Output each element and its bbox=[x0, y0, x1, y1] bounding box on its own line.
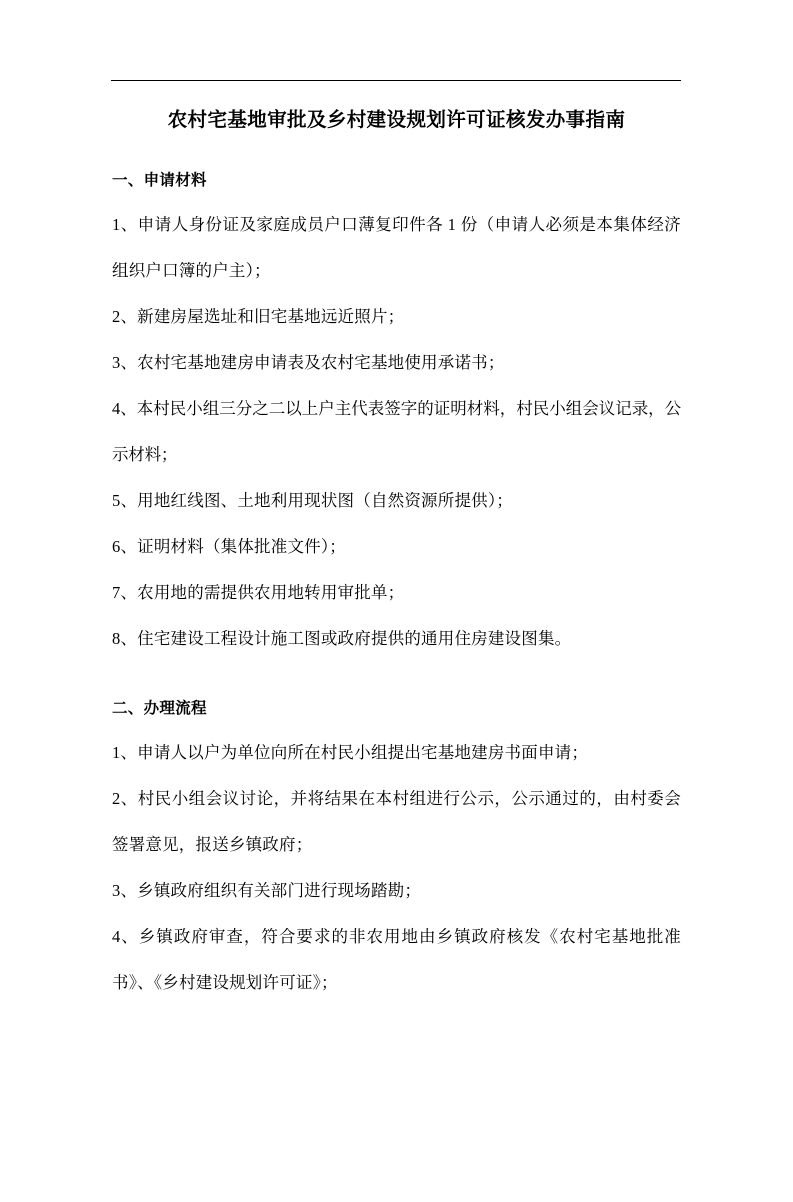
paragraph: 8、住宅建设工程设计施工图或政府提供的通用住房建设图集。 bbox=[112, 629, 572, 649]
paragraph: 1、申请人以户为单位向所在村民小组提出宅基地建房书面申请； bbox=[112, 743, 589, 763]
paragraph: 5、用地红线图、土地利用现状图（自然资源所提供）； bbox=[112, 491, 513, 511]
paragraph: 3、农村宅基地建房申请表及农村宅基地使用承诺书； bbox=[112, 353, 505, 373]
page-title: 农村宅基地审批及乡村建设规划许可证核发办事指南 bbox=[167, 109, 626, 131]
paragraph: 1、申请人身份证及家庭成员户口薄复印件各 1 份（申请人必须是本集体经济组织户口簿的户主）； bbox=[112, 215, 681, 281]
paragraph: 4、乡镇政府审查，符合要求的非农用地由乡镇政府核发《农村宅基地批准书》、《乡村建设规划许可证》； bbox=[112, 927, 681, 993]
header-divider bbox=[111, 80, 681, 81]
document-page bbox=[0, 80, 793, 1202]
paragraph: 3、乡镇政府组织有关部门进行现场踏勘； bbox=[112, 881, 422, 901]
paragraph: 4、本村民小组三分之二以上户主代表签字的证明材料，村民小组会议记录，公示材料； bbox=[112, 399, 681, 465]
paragraph: 6、证明材料（集体批准文件）； bbox=[112, 537, 346, 557]
section-heading-application-materials: 一、申请材料 bbox=[112, 172, 207, 190]
paragraph: 2、新建房屋选址和旧宅基地远近照片； bbox=[112, 307, 405, 327]
paragraph: 2、村民小组会议讨论，并将结果在本村组进行公示，公示通过的，由村委会签署意见，报送乡镇政府； bbox=[112, 789, 681, 855]
section-heading-process-flow: 二、办理流程 bbox=[112, 700, 207, 718]
paragraph: 7、农用地的需提供农用地转用审批单； bbox=[112, 583, 405, 603]
